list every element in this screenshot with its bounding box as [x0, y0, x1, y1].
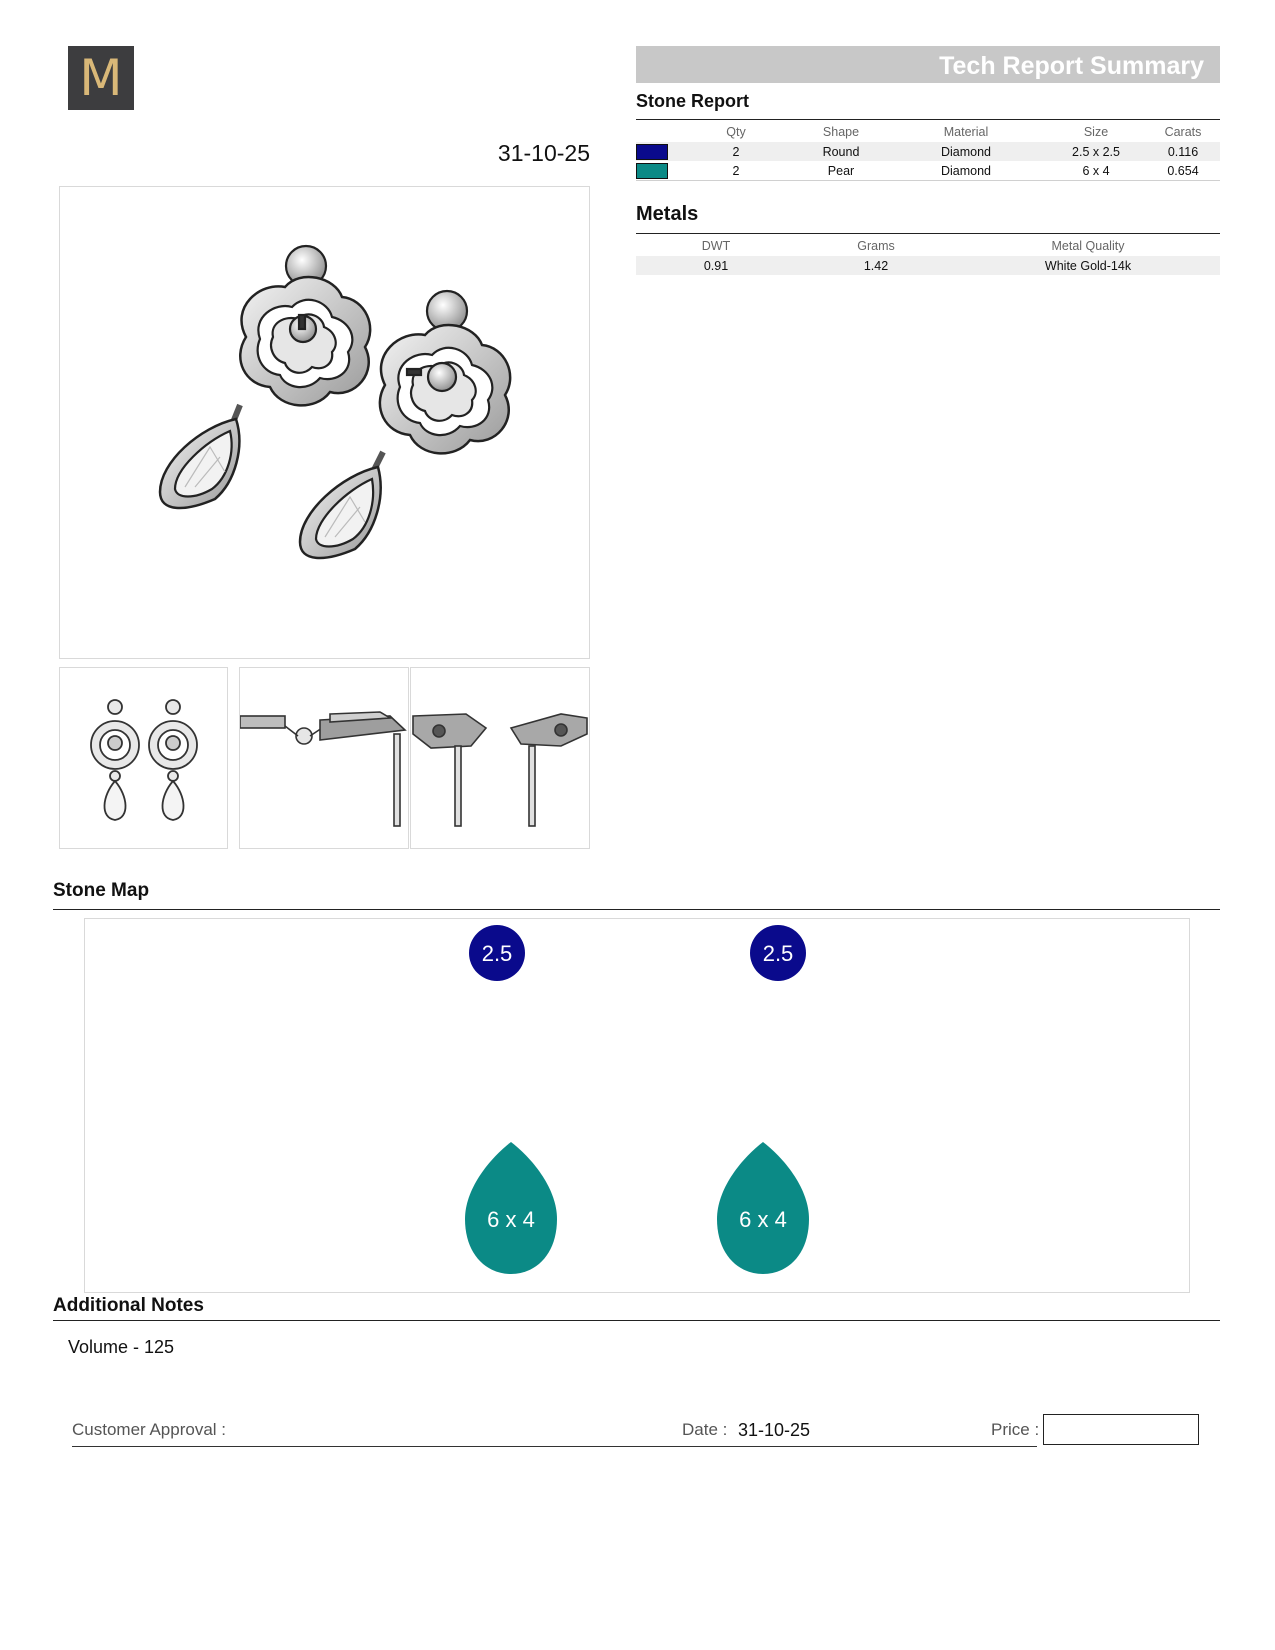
size-cell: 2.5 x 2.5: [1046, 142, 1146, 161]
column-header: Metal Quality: [1051, 239, 1125, 253]
customer-approval-label: Customer Approval :: [72, 1420, 227, 1439]
round-stone-marker: [469, 925, 525, 981]
date-label: Date :: [682, 1420, 728, 1439]
stone-color-swatch: [636, 144, 668, 160]
carats-cell: 0.654: [1167, 163, 1199, 178]
stone-size-label: 6 x 4: [739, 1207, 787, 1232]
earrings-back-render: [411, 668, 589, 848]
stone-report-bottom-line: [636, 180, 1220, 181]
stone-map-title: Stone Map: [53, 880, 150, 901]
column-header: Shape: [822, 125, 860, 139]
stone-color-swatch: [636, 163, 668, 179]
stone-map-divider: [53, 909, 1220, 910]
metals-divider: [636, 233, 1220, 234]
stone-size-label: 2.5: [481, 941, 513, 966]
grams-cell: 1.42: [796, 256, 956, 275]
thumbnail-back-view: [410, 667, 590, 849]
main-render-image: [59, 186, 590, 659]
stone-map-diagram: [85, 919, 1189, 1292]
stone-report-table: [636, 122, 1220, 180]
column-header: Carats: [1164, 125, 1202, 139]
additional-notes-divider: [53, 1320, 1220, 1321]
thumbnail-front-view: [59, 667, 228, 849]
price-input-box[interactable]: [1043, 1414, 1199, 1445]
thumbnail-side-view: [239, 667, 409, 849]
metals-title: Metals: [636, 203, 699, 225]
table-row: [636, 161, 1220, 180]
additional-notes-title: Additional Notes: [53, 1295, 204, 1316]
approval-date-value: 31-10-25: [738, 1420, 811, 1440]
qty-cell: 2: [732, 163, 740, 178]
column-header: Qty: [726, 125, 746, 139]
size-cell: 6 x 4: [1082, 163, 1110, 178]
column-header: DWT: [701, 239, 731, 253]
stone-map-panel: [84, 918, 1190, 1293]
metal-quality-cell: White Gold-14k: [956, 256, 1220, 275]
report-date: 31-10-25: [497, 140, 590, 166]
stone-report-header-row: [636, 122, 1220, 142]
additional-notes-text: Volume - 125: [68, 1337, 175, 1357]
logo-letter: M: [79, 49, 123, 107]
approval-signature-line: [72, 1446, 1037, 1447]
stone-report-title: Stone Report: [636, 91, 750, 111]
price-label: Price :: [991, 1420, 1040, 1439]
table-row: [636, 142, 1220, 161]
earring-side-render: [240, 668, 408, 848]
company-logo: [68, 46, 134, 110]
column-header: Size: [1083, 125, 1109, 139]
stone-size-label: 6 x 4: [487, 1207, 535, 1232]
swatch-column-header: [636, 122, 676, 142]
metals-header-row: [636, 236, 1220, 256]
shape-cell: Pear: [827, 163, 855, 178]
material-cell: Diamond: [886, 142, 1046, 161]
earrings-front-render: [60, 668, 227, 848]
shape-cell: Round: [796, 142, 886, 161]
column-header: Grams: [857, 239, 895, 253]
earrings-perspective-render: [60, 187, 589, 658]
metals-table: [636, 236, 1220, 275]
stone-size-label: 2.5: [762, 941, 794, 966]
round-stone-marker: [750, 925, 806, 981]
table-row: [636, 256, 1220, 275]
column-header: Material: [943, 125, 989, 139]
report-title-banner: Tech Report Summary: [636, 46, 1220, 83]
qty-cell: 2: [676, 142, 796, 161]
carats-cell: 0.116: [1146, 142, 1220, 161]
pear-stone-marker: [717, 1142, 809, 1274]
dwt-cell: 0.91: [636, 256, 796, 275]
material-cell: Diamond: [940, 163, 992, 178]
pear-stone-marker: [465, 1142, 557, 1274]
stone-report-divider: [636, 119, 1220, 120]
